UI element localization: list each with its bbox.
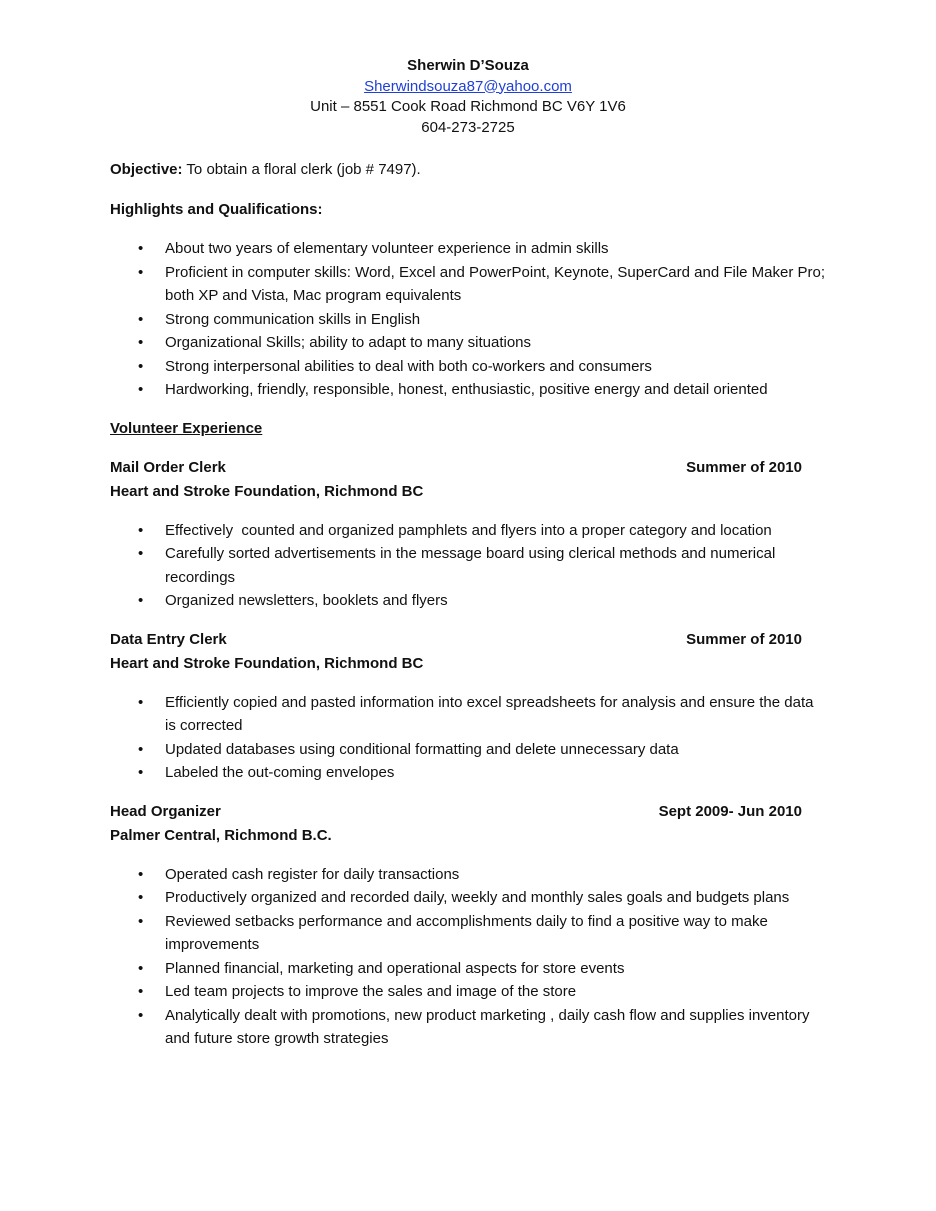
bullet-icon: • <box>138 740 144 758</box>
bullet-icon: • <box>138 521 144 539</box>
phone-number: 604-273-2725 <box>421 118 515 136</box>
list-item: • Effectively counted and organized pamphlets and flyers into a proper category and location <box>110 519 825 543</box>
bullet-icon: • <box>138 764 144 781</box>
job-header-data-entry-clerk <box>110 628 826 676</box>
job-title: Head Organizer <box>110 802 221 820</box>
resume-header <box>110 56 826 138</box>
list-item: • Productively organized and recorded daily, weekly and monthly sales goals and budgets plans <box>110 886 825 910</box>
bullet-icon: • <box>138 889 144 906</box>
bullet-icon: • <box>138 381 144 398</box>
job-duties-list <box>110 519 830 613</box>
list-item: • Led team projects to improve the sales and image of the store <box>110 980 825 1004</box>
job-date: Summer of 2010 <box>686 630 802 648</box>
job-organization: Palmer Central, Richmond B.C. <box>110 826 332 844</box>
list-item: • Organized newsletters, booklets and flyers <box>110 589 825 613</box>
bullet-icon: • <box>138 1006 144 1024</box>
bullet-icon: • <box>138 865 144 883</box>
job-duties-list <box>110 863 830 1051</box>
bullet-icon: • <box>138 693 144 711</box>
job-header-head-organizer <box>110 800 826 848</box>
list-item: • Analytically dealt with promotions, new product marketing , daily cash flow and supplies inventory and future store growth strategies <box>110 1004 825 1051</box>
bullet-icon: • <box>138 240 144 257</box>
list-item: • Proficient in computer skills: Word, Excel and PowerPoint, Keynote, SuperCard and File Maker Pro; both XP and Vista, Mac program equivalents <box>110 261 825 308</box>
job-title: Mail Order Clerk <box>110 458 226 476</box>
list-item: • Strong communication skills in English <box>110 308 825 332</box>
list-item: • Labeled the out-coming envelopes <box>110 761 825 785</box>
job-organization: Heart and Stroke Foundation, Richmond BC <box>110 654 424 672</box>
bullet-icon: • <box>138 912 144 930</box>
highlights-list <box>110 237 830 402</box>
bullet-icon: • <box>138 545 144 562</box>
job-duties-list <box>110 691 830 785</box>
bullet-icon: • <box>138 263 144 281</box>
list-item: • Updated databases using conditional formatting and delete unnecessary data <box>110 738 825 762</box>
applicant-name: Sherwin D’Souza <box>407 57 529 74</box>
resume-body <box>110 56 830 1051</box>
bullet-icon: • <box>138 310 144 328</box>
list-item: • Carefully sorted advertisements in the message board using clerical methods and numerical recordings <box>110 542 825 589</box>
volunteer-experience-title: Volunteer Experience <box>110 419 263 437</box>
bullet-icon: • <box>138 334 144 351</box>
bullet-icon: • <box>138 959 144 977</box>
email-link[interactable]: Sherwindsouza87@yahoo.com <box>364 77 572 95</box>
list-item: • Operated cash register for daily transactions <box>110 863 825 887</box>
list-item: • Organizational Skills; ability to adapt to many situations <box>110 331 825 355</box>
list-item: • Reviewed setbacks performance and accomplishments daily to find a positive way to make improvements <box>110 910 825 957</box>
job-date: Summer of 2010 <box>686 458 802 476</box>
job-header-mail-order-clerk <box>110 456 826 504</box>
bullet-icon: • <box>138 357 144 375</box>
address: Unit – 8551 Cook Road Richmond BC V6Y 1V6 <box>310 98 626 115</box>
job-date: Sept 2009- Jun 2010 <box>658 802 802 820</box>
objective-label: Objective: <box>110 161 183 178</box>
list-item: • About two years of elementary volunteer experience in admin skills <box>110 237 825 261</box>
list-item: • Strong interpersonal abilities to deal with both co-workers and consumers <box>110 355 825 379</box>
bullet-icon: • <box>138 592 144 609</box>
job-title: Data Entry Clerk <box>110 630 227 648</box>
objective-text: To obtain a floral clerk (job # 7497). <box>182 161 421 178</box>
job-organization: Heart and Stroke Foundation, Richmond BC <box>110 482 424 500</box>
bullet-icon: • <box>138 983 144 1000</box>
list-item: • Hardworking, friendly, responsible, honest, enthusiastic, positive energy and detail oriented <box>110 378 825 402</box>
list-item: • Efficiently copied and pasted information into excel spreadsheets for analysis and ensure the data is corrected <box>110 691 825 738</box>
objective <box>110 158 830 182</box>
highlights-title: Highlights and Qualifications: <box>110 201 323 218</box>
list-item: • Planned financial, marketing and operational aspects for store events <box>110 957 825 981</box>
